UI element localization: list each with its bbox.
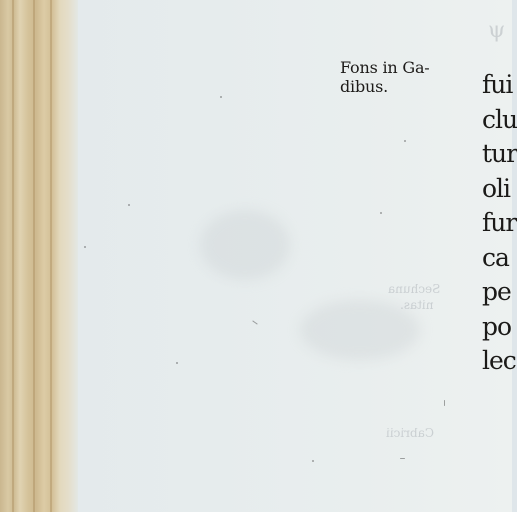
paper-speck — [312, 460, 314, 462]
gutter-streak — [12, 0, 14, 512]
show-through-text: ψ — [488, 18, 506, 43]
margin-note-line-2: dibus. — [340, 77, 389, 96]
paper-speck — [84, 246, 86, 248]
paper-speck — [404, 140, 406, 142]
text-line: pe — [482, 277, 511, 306]
text-line: ca — [482, 242, 509, 272]
margin-note-line-1: Fons in Ga- — [340, 58, 430, 77]
margin-note — [340, 58, 430, 96]
show-through-text: Cabricii — [386, 426, 434, 440]
paper-speck — [400, 458, 405, 459]
paper-speck — [176, 362, 178, 364]
text-line: clu — [482, 104, 517, 134]
gutter-streak — [50, 0, 52, 512]
main-text-column — [482, 68, 517, 379]
text-line: fui — [482, 70, 513, 99]
show-through-text: nitas. — [400, 298, 434, 312]
text-line: tur — [482, 139, 517, 168]
paper-speck — [380, 212, 382, 214]
paper-stain — [200, 210, 290, 280]
text-line: fur — [482, 208, 517, 237]
paper-speck — [444, 400, 445, 406]
text-line: lec — [482, 346, 516, 375]
show-through-text: Sechuna — [388, 282, 441, 296]
paper-speck — [220, 96, 222, 98]
paper-speck — [252, 320, 257, 324]
gutter-streak — [33, 0, 35, 512]
paper-speck — [128, 204, 130, 206]
text-line: oli — [482, 173, 511, 203]
text-line: po — [482, 311, 512, 341]
